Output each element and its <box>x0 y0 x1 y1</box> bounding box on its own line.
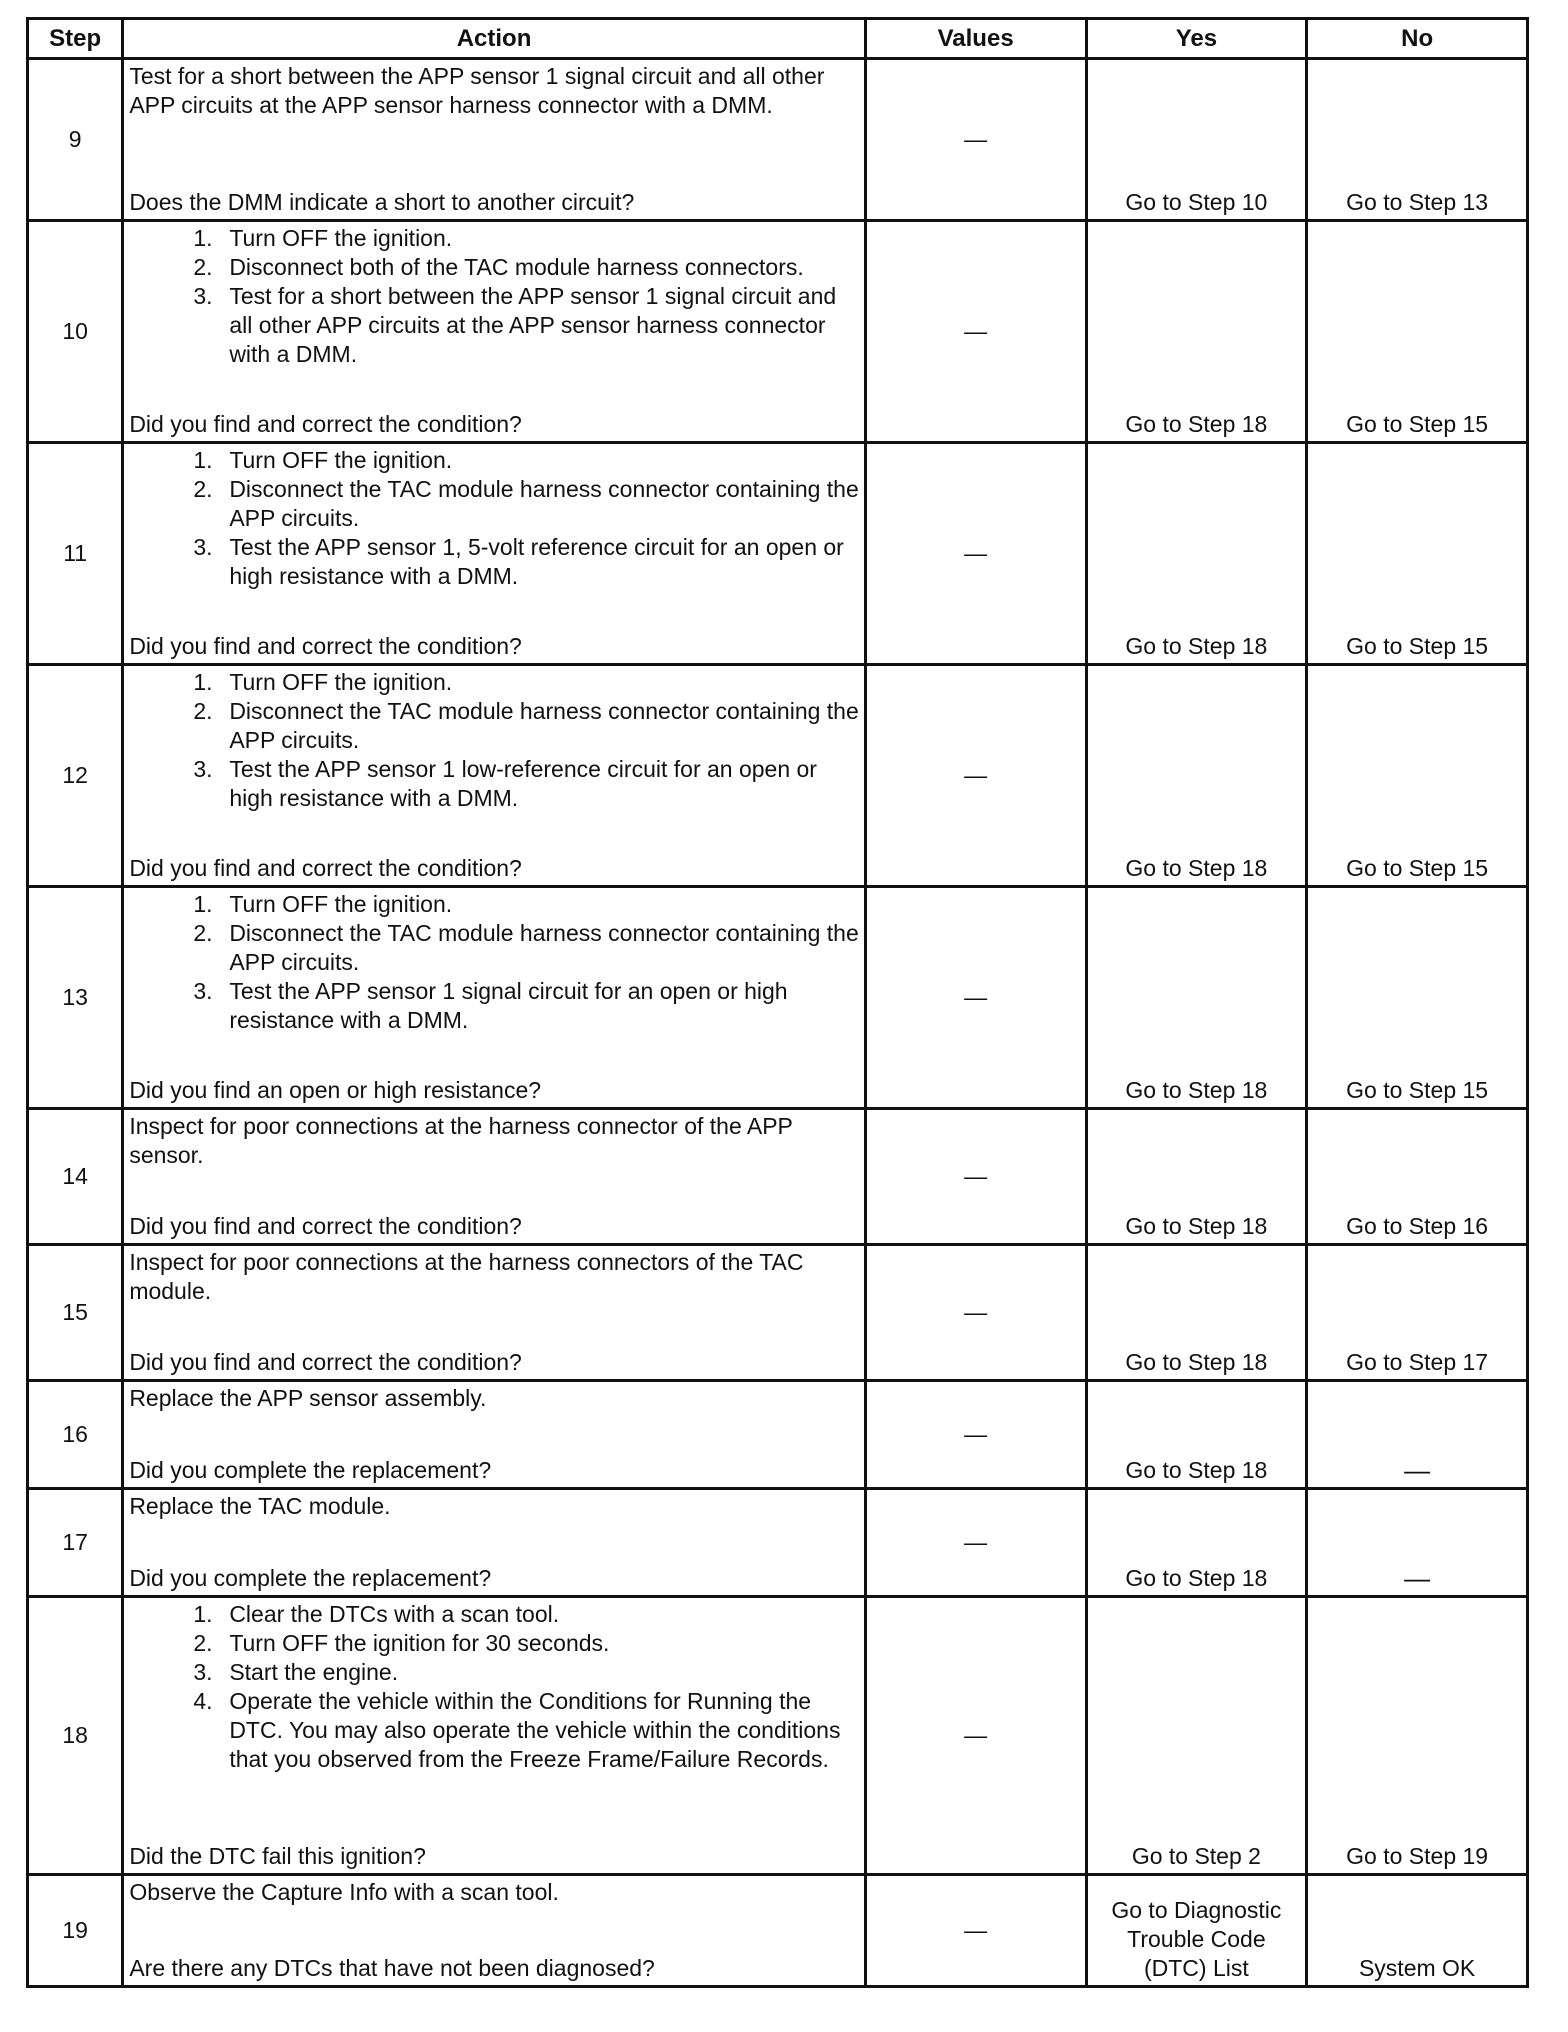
yes-outcome: Go to Diagnostic Trouble Code (DTC) List <box>1111 1897 1282 1981</box>
list-item <box>129 668 859 697</box>
list-item-text: Disconnect the TAC module harness connector containing the APP circuits. <box>229 476 859 531</box>
no-cell <box>1307 221 1528 443</box>
no-cell <box>1307 1381 1528 1489</box>
list-item-text: Start the engine. <box>229 1659 399 1685</box>
action-instruction: Replace the APP sensor assembly. <box>129 1385 487 1411</box>
action-instruction: Inspect for poor connections at the harness connectors of the TAC module. <box>129 1249 804 1304</box>
no-cell <box>1307 665 1528 887</box>
action-instruction: Replace the TAC module. <box>129 1493 391 1519</box>
step-number: 18 <box>28 1597 123 1875</box>
value-cell: — <box>865 221 1086 443</box>
list-item-number: 3. <box>193 756 213 782</box>
action-instruction: Test for a short between the APP sensor 1 signal circuit and all other APP circuits at the APP sensor harness connector with a DMM. <box>129 63 825 118</box>
step-number: 17 <box>28 1489 123 1597</box>
header-yes: Yes <box>1086 19 1307 59</box>
list-item-text: Test the APP sensor 1 low-reference circuit for an open or high resistance with a DMM. <box>229 756 817 811</box>
list-item-number: 1. <box>193 447 213 473</box>
header-no: No <box>1307 19 1528 59</box>
value-cell: — <box>865 1597 1086 1875</box>
no-outcome: — <box>1404 1563 1431 1593</box>
yes-outcome: Go to Step 2 <box>1131 1843 1261 1869</box>
action-instruction: Inspect for poor connections at the harness connector of the APP sensor. <box>129 1113 793 1168</box>
yes-outcome: Go to Step 18 <box>1125 855 1268 881</box>
table-row <box>28 221 1528 443</box>
no-outcome: Go to Step 15 <box>1346 411 1489 437</box>
action-cell <box>123 59 865 221</box>
action-step-list <box>129 890 859 1035</box>
value-cell: — <box>865 887 1086 1109</box>
value-cell: — <box>865 443 1086 665</box>
list-item-number: 4. <box>193 1688 213 1714</box>
value-cell: — <box>865 1489 1086 1597</box>
list-item <box>129 446 859 475</box>
yes-cell <box>1086 887 1307 1109</box>
action-cell <box>123 665 865 887</box>
action-cell <box>123 443 865 665</box>
value-cell: — <box>865 1875 1086 1987</box>
action-cell <box>123 887 865 1109</box>
no-outcome: System OK <box>1358 1955 1476 1981</box>
action-question: Did you complete the replacement? <box>129 1565 492 1591</box>
list-item-text: Turn OFF the ignition. <box>229 669 453 695</box>
yes-cell <box>1086 1245 1307 1381</box>
no-cell <box>1307 443 1528 665</box>
yes-outcome: Go to Step 18 <box>1125 1565 1268 1591</box>
no-cell <box>1307 1489 1528 1597</box>
table-row <box>28 443 1528 665</box>
diagnostic-table <box>26 17 1529 1988</box>
table-row <box>28 1381 1528 1489</box>
list-item-number: 1. <box>193 669 213 695</box>
list-item <box>129 224 859 253</box>
action-question: Did you find and correct the condition? <box>129 1213 522 1239</box>
yes-cell <box>1086 221 1307 443</box>
step-number: 16 <box>28 1381 123 1489</box>
no-outcome: Go to Step 15 <box>1346 1077 1489 1103</box>
value-cell: — <box>865 1245 1086 1381</box>
action-step-list <box>129 1600 859 1774</box>
no-outcome: Go to Step 15 <box>1346 633 1489 659</box>
action-question: Does the DMM indicate a short to another circuit? <box>129 189 635 215</box>
no-outcome: Go to Step 15 <box>1346 855 1489 881</box>
list-item <box>129 533 859 591</box>
action-question: Did you complete the replacement? <box>129 1457 492 1483</box>
step-number: 9 <box>28 59 123 221</box>
header-row <box>28 19 1528 59</box>
list-item-text: Test the APP sensor 1, 5-volt reference circuit for an open or high resistance with a DMM. <box>229 534 844 589</box>
table-row <box>28 1245 1528 1381</box>
no-outcome: Go to Step 16 <box>1346 1213 1489 1239</box>
list-item-text: Disconnect the TAC module harness connector containing the APP circuits. <box>229 698 859 753</box>
list-item-number: 2. <box>193 1630 213 1656</box>
action-step-list <box>129 668 859 813</box>
list-item-number: 2. <box>193 920 213 946</box>
list-item <box>129 1687 859 1774</box>
header-values: Values <box>865 19 1086 59</box>
yes-cell <box>1086 1875 1307 1987</box>
list-item <box>129 1600 859 1629</box>
header-action: Action <box>123 19 865 59</box>
action-question: Did you find an open or high resistance? <box>129 1077 542 1103</box>
table-row <box>28 59 1528 221</box>
no-cell <box>1307 1875 1528 1987</box>
step-number: 19 <box>28 1875 123 1987</box>
no-cell <box>1307 887 1528 1109</box>
step-number: 15 <box>28 1245 123 1381</box>
no-cell <box>1307 1245 1528 1381</box>
table-row <box>28 887 1528 1109</box>
list-item-text: Disconnect both of the TAC module harness connectors. <box>229 254 804 280</box>
table-row <box>28 1875 1528 1987</box>
value-cell: — <box>865 1381 1086 1489</box>
action-question: Are there any DTCs that have not been diagnosed? <box>129 1955 655 1981</box>
yes-outcome: Go to Step 18 <box>1125 1213 1268 1239</box>
list-item <box>129 697 859 755</box>
list-item-text: Turn OFF the ignition for 30 seconds. <box>229 1630 610 1656</box>
list-item <box>129 977 859 1035</box>
value-cell: — <box>865 59 1086 221</box>
step-number: 11 <box>28 443 123 665</box>
action-question: Did you find and correct the condition? <box>129 855 522 881</box>
list-item-number: 2. <box>193 698 213 724</box>
list-item-number: 1. <box>193 1601 213 1627</box>
action-cell <box>123 1597 865 1875</box>
no-cell <box>1307 59 1528 221</box>
list-item <box>129 253 859 282</box>
yes-cell <box>1086 1597 1307 1875</box>
value-cell: — <box>865 665 1086 887</box>
no-cell <box>1307 1109 1528 1245</box>
list-item <box>129 475 859 533</box>
yes-outcome: Go to Step 18 <box>1125 633 1268 659</box>
table-row <box>28 665 1528 887</box>
yes-cell <box>1086 1109 1307 1245</box>
list-item-text: Disconnect the TAC module harness connector containing the APP circuits. <box>229 920 859 975</box>
action-step-list <box>129 224 859 369</box>
list-item-number: 3. <box>193 534 213 560</box>
action-cell <box>123 1875 865 1987</box>
no-outcome: — <box>1404 1455 1431 1485</box>
yes-cell <box>1086 1489 1307 1597</box>
list-item-text: Clear the DTCs with a scan tool. <box>229 1601 560 1627</box>
action-cell <box>123 1245 865 1381</box>
list-item <box>129 1629 859 1658</box>
yes-outcome: Go to Step 18 <box>1125 1457 1268 1483</box>
yes-cell <box>1086 443 1307 665</box>
list-item-number: 3. <box>193 283 213 309</box>
value-cell: — <box>865 1109 1086 1245</box>
action-cell <box>123 1109 865 1245</box>
list-item <box>129 919 859 977</box>
list-item-text: Turn OFF the ignition. <box>229 891 453 917</box>
table-row <box>28 1489 1528 1597</box>
list-item-number: 1. <box>193 225 213 251</box>
yes-outcome: Go to Step 18 <box>1125 411 1268 437</box>
no-cell <box>1307 1597 1528 1875</box>
table-row <box>28 1597 1528 1875</box>
list-item <box>129 890 859 919</box>
action-question: Did you find and correct the condition? <box>129 1349 522 1375</box>
action-cell <box>123 221 865 443</box>
list-item <box>129 1658 859 1687</box>
step-number: 14 <box>28 1109 123 1245</box>
list-item-number: 2. <box>193 476 213 502</box>
list-item <box>129 282 859 369</box>
no-outcome: Go to Step 19 <box>1346 1843 1489 1869</box>
list-item-text: Test the APP sensor 1 signal circuit for an open or high resistance with a DMM. <box>229 978 788 1033</box>
action-step-list <box>129 446 859 591</box>
table-row <box>28 1109 1528 1245</box>
step-number: 13 <box>28 887 123 1109</box>
step-number: 10 <box>28 221 123 443</box>
yes-outcome: Go to Step 10 <box>1125 189 1268 215</box>
list-item-number: 3. <box>193 978 213 1004</box>
no-outcome: Go to Step 13 <box>1346 189 1489 215</box>
list-item-number: 2. <box>193 254 213 280</box>
no-outcome: Go to Step 17 <box>1346 1349 1489 1375</box>
list-item-text: Operate the vehicle within the Conditions for Running the DTC. You may also operate the vehicle within the conditions that you observed from the Freeze Frame/Failure Records. <box>229 1688 841 1772</box>
header-step: Step <box>28 19 123 59</box>
list-item-text: Turn OFF the ignition. <box>229 225 453 251</box>
action-question: Did you find and correct the condition? <box>129 411 522 437</box>
yes-cell <box>1086 59 1307 221</box>
list-item-number: 3. <box>193 1659 213 1685</box>
action-question: Did the DTC fail this ignition? <box>129 1843 426 1869</box>
yes-cell <box>1086 665 1307 887</box>
list-item-text: Test for a short between the APP sensor 1 signal circuit and all other APP circuits at the APP sensor harness connector with a DMM. <box>229 283 837 367</box>
step-number: 12 <box>28 665 123 887</box>
yes-outcome: Go to Step 18 <box>1125 1077 1268 1103</box>
action-question: Did you find and correct the condition? <box>129 633 522 659</box>
yes-cell <box>1086 1381 1307 1489</box>
list-item-number: 1. <box>193 891 213 917</box>
yes-outcome: Go to Step 18 <box>1125 1349 1268 1375</box>
action-cell <box>123 1381 865 1489</box>
action-instruction: Observe the Capture Info with a scan tool. <box>129 1879 559 1905</box>
list-item-text: Turn OFF the ignition. <box>229 447 453 473</box>
list-item <box>129 755 859 813</box>
action-cell <box>123 1489 865 1597</box>
